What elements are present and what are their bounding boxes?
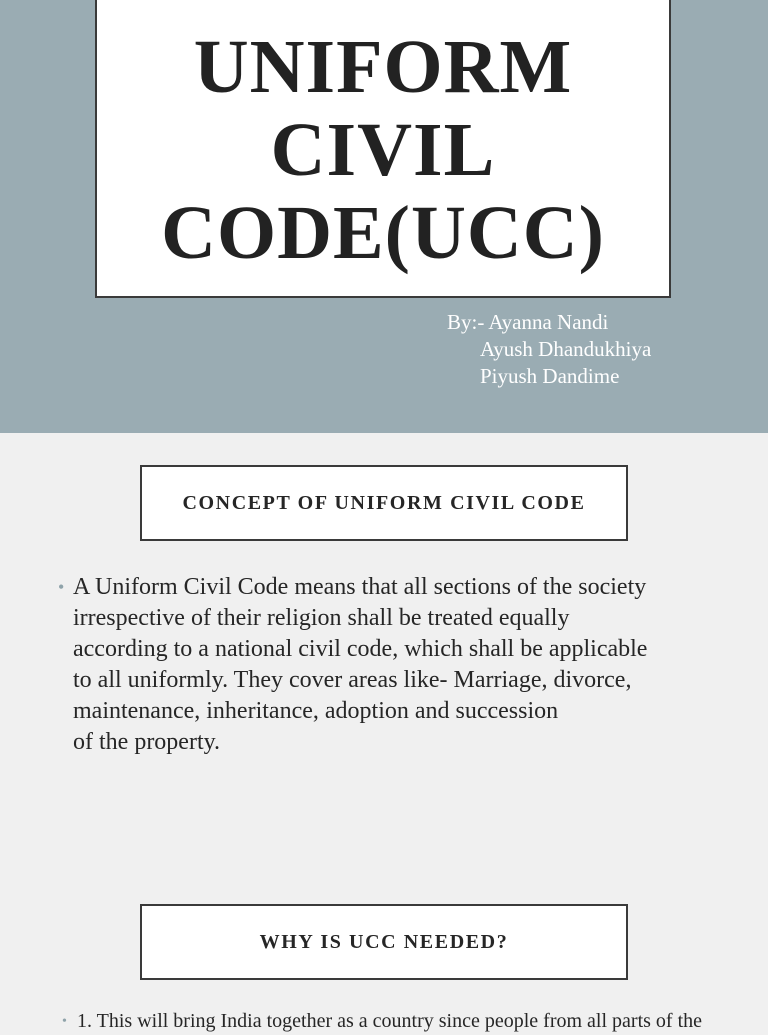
paragraph-line: irrespective of their religion shall be treated equally <box>73 605 570 631</box>
author-line: Ayush Dhandukhiya <box>480 337 652 361</box>
paragraph-line: according to a national civil code, which shall be applicable <box>73 636 648 662</box>
bullet-dot-icon: • <box>58 577 65 597</box>
title-slide <box>0 0 768 433</box>
bullet-paragraph <box>73 572 647 758</box>
concept-heading-box <box>140 465 628 541</box>
slide-title <box>161 22 605 275</box>
section-heading: CONCEPT OF UNIFORM CIVIL CODE <box>182 491 586 514</box>
paragraph-line: A Uniform Civil Code means that all sections of the society <box>73 574 647 600</box>
paragraph-line: of the property. <box>73 729 221 755</box>
title-line: CODE(UCC) <box>161 190 605 275</box>
title-box <box>95 0 671 298</box>
author-line: By:- Ayanna Nandi <box>447 310 609 334</box>
need-heading-box <box>140 904 628 980</box>
concept-bullet <box>58 572 698 758</box>
paragraph-line: to all uniformly. They cover areas like- Marriage, divorce, <box>73 667 632 693</box>
paragraph-line: maintenance, inheritance, adoption and succession <box>73 698 559 724</box>
title-line: CIVIL <box>270 107 496 192</box>
need-bullet <box>62 1008 768 1035</box>
author-list <box>447 309 747 390</box>
author-line: Piyush Dandime <box>480 364 620 388</box>
bullet-dot-icon: • <box>62 1014 67 1029</box>
section-heading: WHY IS UCC NEEDED? <box>259 930 509 953</box>
content-slide <box>0 433 768 1032</box>
paragraph-line: 1. This will bring India together as a country since people from all parts of the <box>77 1010 703 1032</box>
bullet-paragraph <box>77 1008 702 1035</box>
title-line: UNIFORM <box>193 24 573 109</box>
